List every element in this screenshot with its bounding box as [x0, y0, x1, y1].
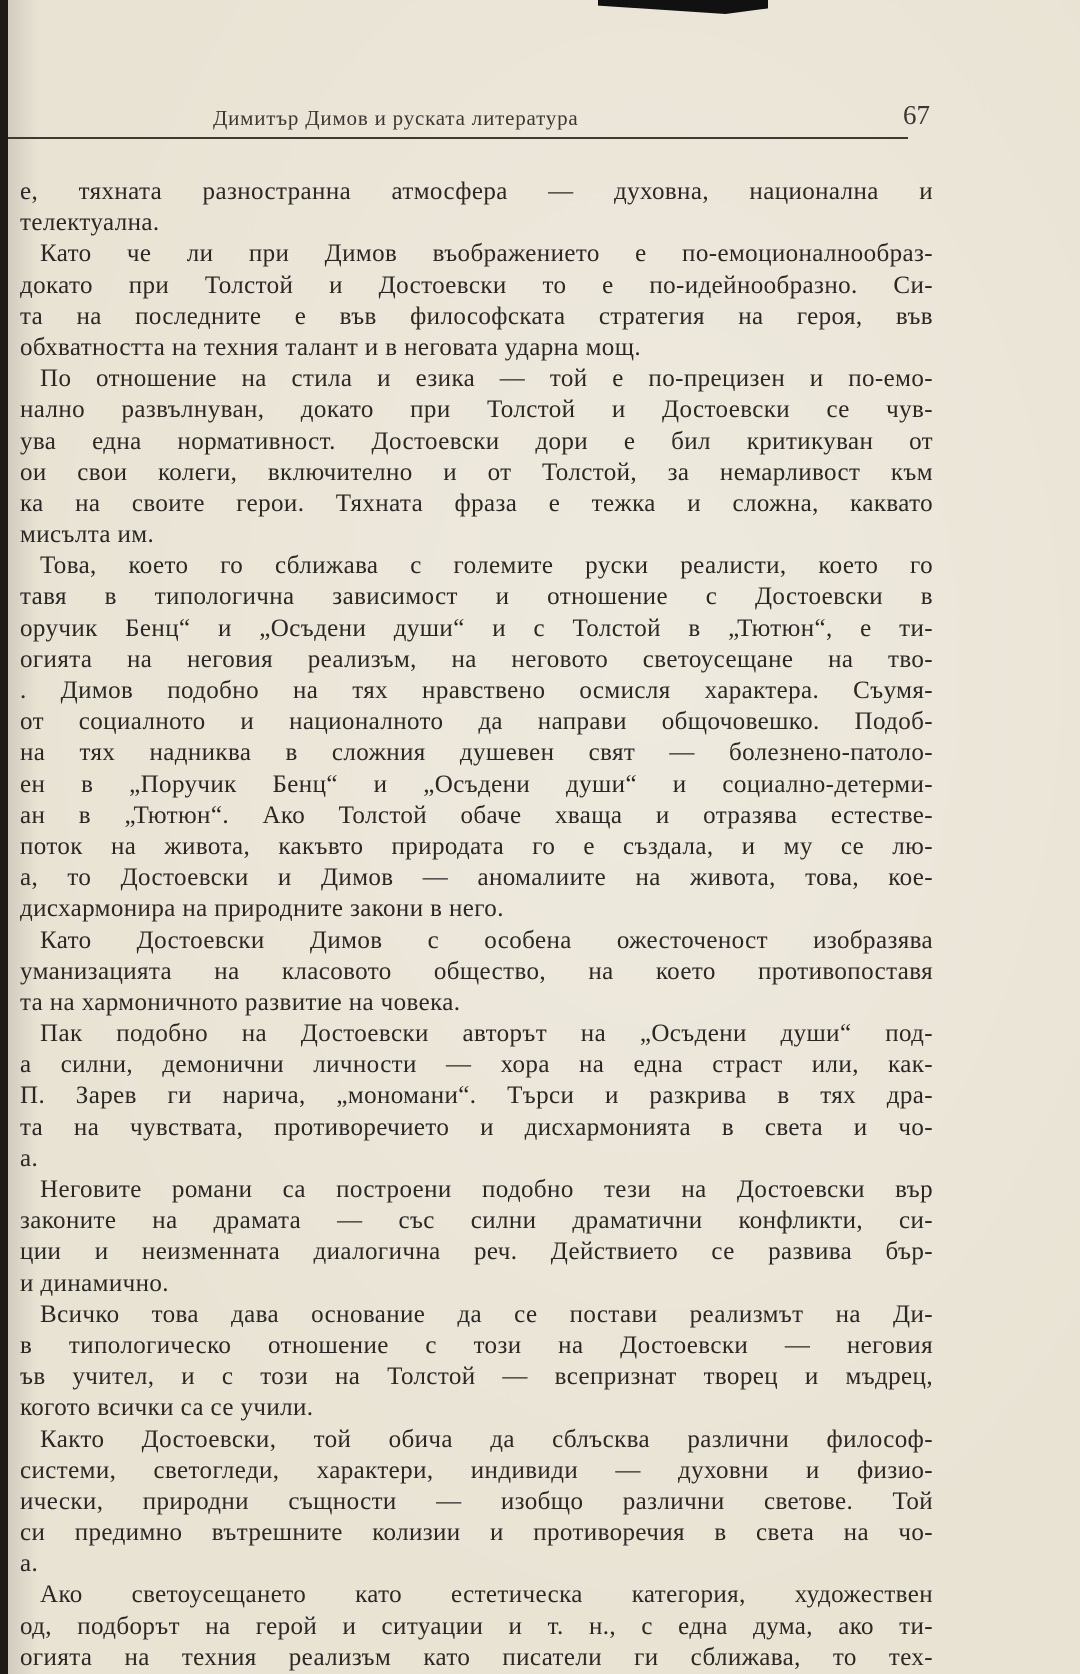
- text-line: огията на неговия реализъм, на неговото светоусещане на тво-: [20, 645, 933, 673]
- running-header: [8, 100, 1080, 140]
- text-line: системи, светогледи, характери, индивиди — духовни и физио-: [20, 1456, 933, 1484]
- text-line: телектуална.: [20, 209, 160, 237]
- text-line: По отношение на стила и езика — той е по-прецизен и по-емо-: [40, 365, 933, 393]
- running-title: Димитър Димов и руската литература: [213, 106, 579, 130]
- text-line: когото всички са се учили.: [20, 1394, 314, 1422]
- text-line: нално развълнуван, докато при Толстой и Достоевски се чув-: [20, 396, 933, 424]
- header-rule: [8, 137, 908, 139]
- text-line: Като Достоевски Димов с особена ожесточеност изобразява: [40, 926, 933, 954]
- text-line: та на чувствата, противоречието и дисхармонията в света и чо-: [20, 1113, 933, 1141]
- text-line: оручик Бенц“ и „Осъдени души“ и с Толстой в „Тютюн“, е ти-: [20, 614, 933, 642]
- text-line: от социалното и националното да направи общочовешко. Подоб-: [20, 708, 933, 736]
- text-line: е, тяхната разностранна атмосфера — духовна, национална и: [20, 178, 933, 205]
- text-line: обхватността на техния талант и в неговата ударна мощ.: [20, 333, 641, 361]
- page-top-dark-mark: [598, 0, 768, 14]
- text-line: ан в „Тютюн“. Ако Толстой обаче хваща и отразява естестве-: [20, 801, 933, 829]
- text-line: Неговите романи са построени подобно тези на Достоевски вър: [40, 1176, 933, 1203]
- text-line: ка на своите герои. Тяхната фраза е тежка и сложна, каквато: [20, 489, 933, 517]
- text-line: Всичко това дава основание да се постави реализмът на Ди-: [40, 1300, 933, 1328]
- text-line: поток на живота, какъвто природата го е създала, и му се лю-: [20, 832, 933, 860]
- text-line: Пак подобно на Достоевски авторът на „Осъдени души“ под-: [40, 1020, 933, 1048]
- text-line: од, подборът на герой и ситуации и т. н., с една дума, ако ти-: [20, 1612, 933, 1640]
- text-line: а силни, демонични личности — хора на една страст или, как-: [20, 1051, 933, 1079]
- text-line: а.: [20, 1550, 39, 1578]
- text-line: докато при Толстой и Достоевски то е по-идейнообразно. Си-: [20, 271, 933, 299]
- text-line: ции и неизменната диалогична реч. Действието се развива бър-: [20, 1238, 933, 1266]
- text-line: а.: [20, 1144, 39, 1172]
- text-line: П. Зарев ги нарича, „мономани“. Търси и разкрива в тях дра-: [20, 1082, 933, 1110]
- text-line: ен в „Поручик Бенц“ и „Осъдени души“ и социално-детерми-: [20, 770, 933, 798]
- book-binding-edge: [0, 0, 8, 1674]
- body-text: [8, 176, 933, 1673]
- text-line: на тях надниква в сложния душевен свят — болезнено-патоло-: [20, 739, 933, 767]
- text-line: Като че ли при Димов въображението е по-емоционалнообраз-: [40, 240, 933, 268]
- text-line: . Димов подобно на тях нравствено осмисля характера. Съумя-: [20, 677, 933, 704]
- text-line: и динамично.: [20, 1269, 169, 1297]
- text-line: законите на драмата — със силни драматични конфликти, си-: [20, 1207, 933, 1235]
- text-line: тавя в типологична зависимост и отношение с Достоевски в: [20, 583, 933, 611]
- text-line: ъв учител, и с този на Толстой — всепризнат творец и мъдрец,: [20, 1363, 933, 1391]
- text-line: уманизацията на класовото общество, на което противопоставя: [20, 957, 933, 985]
- page-number: 67: [903, 100, 930, 130]
- book-page: [8, 0, 1080, 1674]
- text-line: Ако светоусещането като естетическа категория, художествен: [40, 1581, 933, 1609]
- text-line: дисхармонира на природните закони в него.: [20, 895, 504, 923]
- text-line: а, то Достоевски и Димов — аномалиите на живота, това, кое-: [20, 864, 933, 892]
- text-line: си предимно вътрешните колизии и противоречия в света на чо-: [20, 1519, 933, 1547]
- text-line: та на хармоничното развитие на човека.: [20, 988, 461, 1016]
- text-line: огията на техния реализъм като писатели ги сближава, то тех-: [20, 1643, 933, 1671]
- text-line: мисълта им.: [20, 521, 155, 549]
- text-line: ува една нормативност. Достоевски дори е бил критикуван от: [20, 427, 933, 455]
- text-line: та на последните е във философската стратегия на героя, във: [20, 302, 933, 330]
- text-line: ически, природни същности — изобщо различни светове. Той: [20, 1487, 933, 1515]
- text-line: ои свои колеги, включително и от Толстой, за немарливост към: [20, 458, 933, 486]
- text-line: Това, което го сближава с големите руски реалисти, което го: [40, 552, 933, 580]
- text-line: в типологическо отношение с този на Достоевски — неговия: [20, 1331, 933, 1359]
- text-line: Както Достоевски, той обича да сблъсква различни философ-: [40, 1425, 933, 1453]
